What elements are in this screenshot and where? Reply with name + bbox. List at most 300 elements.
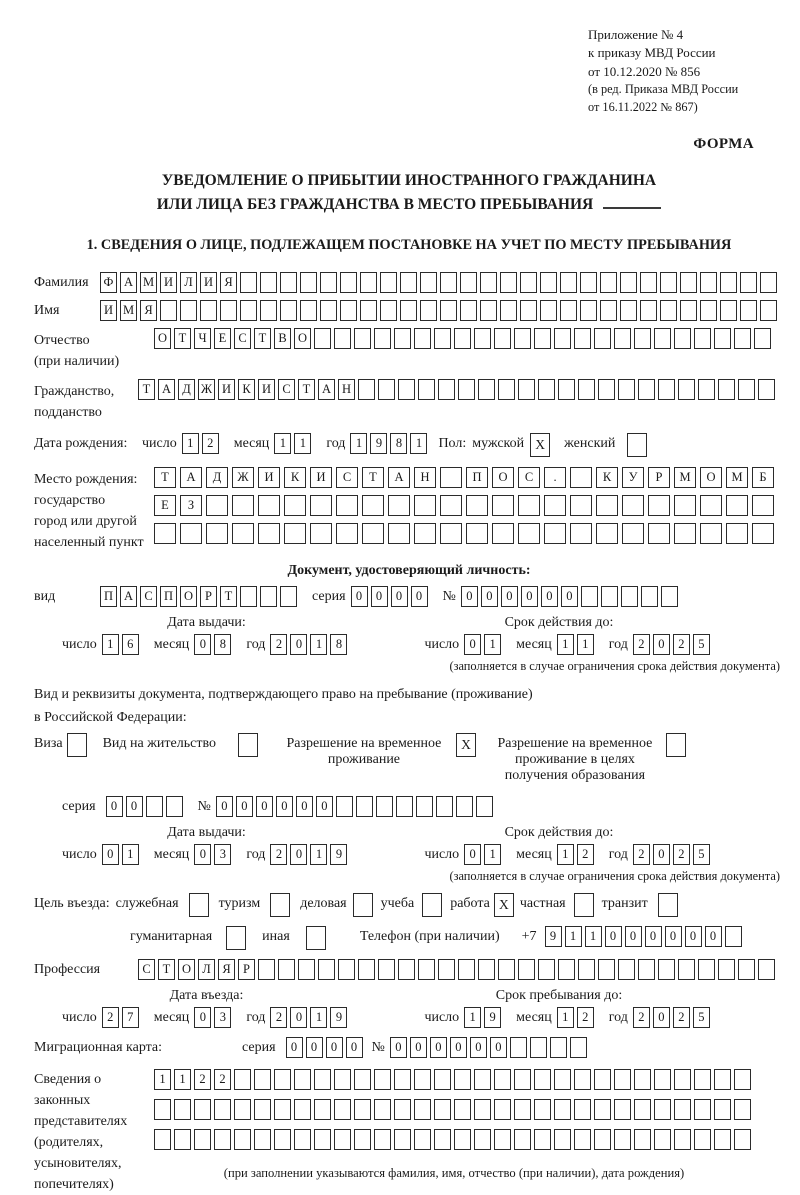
char-box[interactable]: [500, 272, 517, 293]
char-box[interactable]: [594, 1069, 611, 1090]
char-box[interactable]: [374, 1069, 391, 1090]
char-box[interactable]: П: [160, 586, 177, 607]
char-box[interactable]: [600, 272, 617, 293]
char-box[interactable]: [280, 272, 297, 293]
char-box[interactable]: 1: [484, 844, 501, 865]
char-box[interactable]: [700, 523, 722, 544]
char-box[interactable]: 0: [541, 586, 558, 607]
char-box[interactable]: [674, 328, 691, 349]
char-box[interactable]: 0: [653, 844, 670, 865]
char-box[interactable]: [284, 495, 306, 516]
char-box[interactable]: [234, 1069, 251, 1090]
char-box[interactable]: 2: [577, 1007, 594, 1028]
char-box[interactable]: 0: [410, 1037, 427, 1058]
char-box[interactable]: 0: [371, 586, 388, 607]
residence-permit-checkbox[interactable]: [238, 733, 258, 757]
char-box[interactable]: [734, 1069, 751, 1090]
char-box[interactable]: [380, 300, 397, 321]
char-box[interactable]: [460, 300, 477, 321]
char-box[interactable]: [414, 1129, 431, 1150]
char-box[interactable]: [654, 1129, 671, 1150]
char-box[interactable]: 1: [102, 634, 119, 655]
char-box[interactable]: [752, 523, 774, 544]
char-box[interactable]: [454, 1099, 471, 1120]
char-box[interactable]: 1: [294, 433, 311, 454]
char-box[interactable]: [258, 959, 275, 980]
char-box[interactable]: [294, 1099, 311, 1120]
gender-female-checkbox[interactable]: [627, 433, 647, 457]
char-box[interactable]: [534, 328, 551, 349]
char-box[interactable]: [414, 523, 436, 544]
char-box[interactable]: [581, 586, 598, 607]
char-box[interactable]: [700, 272, 717, 293]
char-box[interactable]: 0: [605, 926, 622, 947]
char-box[interactable]: [570, 495, 592, 516]
char-box[interactable]: П: [100, 586, 117, 607]
char-box[interactable]: [634, 1129, 651, 1150]
char-box[interactable]: [554, 1069, 571, 1090]
purpose-official-checkbox[interactable]: [189, 893, 209, 917]
char-box[interactable]: А: [120, 586, 137, 607]
char-box[interactable]: Ф: [100, 272, 117, 293]
char-box[interactable]: [254, 1099, 271, 1120]
char-box[interactable]: [734, 1129, 751, 1150]
char-box[interactable]: [614, 1129, 631, 1150]
char-box[interactable]: 0: [501, 586, 518, 607]
char-box[interactable]: [334, 1069, 351, 1090]
char-box[interactable]: [718, 379, 735, 400]
char-box[interactable]: 0: [490, 1037, 507, 1058]
char-box[interactable]: [378, 379, 395, 400]
char-box[interactable]: [518, 959, 535, 980]
char-box[interactable]: [434, 1069, 451, 1090]
char-box[interactable]: [338, 959, 355, 980]
char-box[interactable]: 0: [346, 1037, 363, 1058]
char-box[interactable]: 1: [310, 844, 327, 865]
char-box[interactable]: [354, 1129, 371, 1150]
char-box[interactable]: 8: [330, 634, 347, 655]
char-box[interactable]: 7: [122, 1007, 139, 1028]
char-box[interactable]: 9: [545, 926, 562, 947]
char-box[interactable]: 1: [410, 433, 427, 454]
char-box[interactable]: 0: [102, 844, 119, 865]
char-box[interactable]: 0: [326, 1037, 343, 1058]
char-box[interactable]: [354, 1069, 371, 1090]
char-box[interactable]: [232, 523, 254, 544]
char-box[interactable]: [594, 1129, 611, 1150]
purpose-tourism-checkbox[interactable]: [270, 893, 290, 917]
char-box[interactable]: А: [120, 272, 137, 293]
char-box[interactable]: 0: [481, 586, 498, 607]
char-box[interactable]: 0: [390, 1037, 407, 1058]
char-box[interactable]: [360, 300, 377, 321]
char-box[interactable]: 0: [521, 586, 538, 607]
char-box[interactable]: [356, 796, 373, 817]
char-box[interactable]: 2: [270, 1007, 287, 1028]
char-box[interactable]: [280, 586, 297, 607]
char-box[interactable]: 0: [665, 926, 682, 947]
char-box[interactable]: 0: [194, 844, 211, 865]
char-box[interactable]: [394, 1129, 411, 1150]
purpose-transit-checkbox[interactable]: [658, 893, 678, 917]
char-box[interactable]: [554, 328, 571, 349]
char-box[interactable]: К: [284, 467, 306, 488]
char-box[interactable]: [400, 300, 417, 321]
char-box[interactable]: 0: [461, 586, 478, 607]
char-box[interactable]: [458, 959, 475, 980]
char-box[interactable]: 0: [236, 796, 253, 817]
char-box[interactable]: [518, 523, 540, 544]
char-box[interactable]: [340, 272, 357, 293]
char-box[interactable]: [714, 1129, 731, 1150]
char-box[interactable]: 0: [411, 586, 428, 607]
char-box[interactable]: 0: [306, 1037, 323, 1058]
char-box[interactable]: 2: [577, 844, 594, 865]
char-box[interactable]: [314, 1069, 331, 1090]
char-box[interactable]: [394, 328, 411, 349]
char-box[interactable]: [174, 1129, 191, 1150]
char-box[interactable]: 9: [370, 433, 387, 454]
char-box[interactable]: [458, 379, 475, 400]
char-box[interactable]: [758, 379, 775, 400]
char-box[interactable]: [574, 328, 591, 349]
char-box[interactable]: [714, 328, 731, 349]
char-box[interactable]: [734, 1099, 751, 1120]
char-box[interactable]: [514, 1069, 531, 1090]
char-box[interactable]: [634, 1069, 651, 1090]
char-box[interactable]: [554, 1099, 571, 1120]
char-box[interactable]: [160, 300, 177, 321]
char-box[interactable]: [674, 1129, 691, 1150]
char-box[interactable]: [578, 959, 595, 980]
char-box[interactable]: [600, 300, 617, 321]
char-box[interactable]: [714, 1099, 731, 1120]
char-box[interactable]: Я: [218, 959, 235, 980]
char-box[interactable]: [336, 523, 358, 544]
char-box[interactable]: [414, 1069, 431, 1090]
char-box[interactable]: [494, 328, 511, 349]
gender-male-checkbox[interactable]: X: [530, 433, 550, 457]
char-box[interactable]: [414, 328, 431, 349]
char-box[interactable]: Ж: [232, 467, 254, 488]
char-box[interactable]: [498, 959, 515, 980]
char-box[interactable]: [258, 495, 280, 516]
char-box[interactable]: К: [238, 379, 255, 400]
char-box[interactable]: О: [294, 328, 311, 349]
char-box[interactable]: С: [336, 467, 358, 488]
char-box[interactable]: О: [700, 467, 722, 488]
char-box[interactable]: С: [278, 379, 295, 400]
char-box[interactable]: [620, 272, 637, 293]
char-box[interactable]: 0: [464, 844, 481, 865]
char-box[interactable]: [640, 300, 657, 321]
char-box[interactable]: 0: [106, 796, 123, 817]
char-box[interactable]: [334, 1129, 351, 1150]
char-box[interactable]: [634, 1099, 651, 1120]
char-box[interactable]: [500, 300, 517, 321]
char-box[interactable]: [578, 379, 595, 400]
char-box[interactable]: [314, 1129, 331, 1150]
char-box[interactable]: [654, 1069, 671, 1090]
char-box[interactable]: Е: [214, 328, 231, 349]
char-box[interactable]: [638, 379, 655, 400]
char-box[interactable]: 2: [194, 1069, 211, 1090]
char-box[interactable]: [518, 495, 540, 516]
char-box[interactable]: 2: [270, 844, 287, 865]
char-box[interactable]: [694, 1129, 711, 1150]
char-box[interactable]: 0: [561, 586, 578, 607]
purpose-private-checkbox[interactable]: [574, 893, 594, 917]
char-box[interactable]: 0: [685, 926, 702, 947]
char-box[interactable]: [674, 495, 696, 516]
char-box[interactable]: [641, 586, 658, 607]
char-box[interactable]: [674, 1069, 691, 1090]
char-box[interactable]: [601, 586, 618, 607]
char-box[interactable]: 2: [102, 1007, 119, 1028]
char-box[interactable]: [654, 1099, 671, 1120]
char-box[interactable]: А: [318, 379, 335, 400]
char-box[interactable]: [492, 495, 514, 516]
char-box[interactable]: [598, 379, 615, 400]
char-box[interactable]: [260, 272, 277, 293]
char-box[interactable]: [640, 272, 657, 293]
char-box[interactable]: И: [218, 379, 235, 400]
char-box[interactable]: [418, 379, 435, 400]
char-box[interactable]: О: [180, 586, 197, 607]
char-box[interactable]: [518, 379, 535, 400]
char-box[interactable]: [454, 328, 471, 349]
char-box[interactable]: [621, 586, 638, 607]
char-box[interactable]: [480, 272, 497, 293]
char-box[interactable]: [362, 495, 384, 516]
char-box[interactable]: 1: [274, 433, 291, 454]
char-box[interactable]: 1: [310, 634, 327, 655]
char-box[interactable]: [492, 523, 514, 544]
char-box[interactable]: [360, 272, 377, 293]
char-box[interactable]: [278, 959, 295, 980]
char-box[interactable]: [420, 272, 437, 293]
char-box[interactable]: 0: [216, 796, 233, 817]
char-box[interactable]: [544, 495, 566, 516]
char-box[interactable]: [720, 272, 737, 293]
char-box[interactable]: М: [120, 300, 137, 321]
char-box[interactable]: [394, 1069, 411, 1090]
char-box[interactable]: [661, 586, 678, 607]
char-box[interactable]: [474, 1069, 491, 1090]
char-box[interactable]: 2: [214, 1069, 231, 1090]
char-box[interactable]: [274, 1129, 291, 1150]
char-box[interactable]: 0: [256, 796, 273, 817]
char-box[interactable]: [734, 328, 751, 349]
char-box[interactable]: [574, 1129, 591, 1150]
char-box[interactable]: С: [518, 467, 540, 488]
char-box[interactable]: [378, 959, 395, 980]
char-box[interactable]: [534, 1129, 551, 1150]
char-box[interactable]: [398, 379, 415, 400]
char-box[interactable]: [550, 1037, 567, 1058]
char-box[interactable]: [240, 272, 257, 293]
char-box[interactable]: [434, 1129, 451, 1150]
char-box[interactable]: З: [180, 495, 202, 516]
char-box[interactable]: [454, 1129, 471, 1150]
purpose-work-checkbox[interactable]: X: [494, 893, 514, 917]
char-box[interactable]: А: [388, 467, 410, 488]
char-box[interactable]: [570, 467, 592, 488]
char-box[interactable]: 0: [450, 1037, 467, 1058]
char-box[interactable]: [698, 379, 715, 400]
char-box[interactable]: 2: [673, 1007, 690, 1028]
char-box[interactable]: [648, 523, 670, 544]
char-box[interactable]: И: [160, 272, 177, 293]
char-box[interactable]: Я: [140, 300, 157, 321]
char-box[interactable]: [622, 495, 644, 516]
char-box[interactable]: [358, 379, 375, 400]
char-box[interactable]: [440, 467, 462, 488]
char-box[interactable]: [206, 523, 228, 544]
char-box[interactable]: 2: [202, 433, 219, 454]
char-box[interactable]: 1: [350, 433, 367, 454]
char-box[interactable]: [594, 328, 611, 349]
char-box[interactable]: [638, 959, 655, 980]
char-box[interactable]: [694, 1069, 711, 1090]
char-box[interactable]: К: [596, 467, 618, 488]
char-box[interactable]: [354, 328, 371, 349]
char-box[interactable]: И: [100, 300, 117, 321]
char-box[interactable]: О: [154, 328, 171, 349]
char-box[interactable]: 0: [194, 1007, 211, 1028]
char-box[interactable]: 1: [182, 433, 199, 454]
char-box[interactable]: [752, 495, 774, 516]
char-box[interactable]: С: [140, 586, 157, 607]
char-box[interactable]: [440, 523, 462, 544]
char-box[interactable]: [754, 328, 771, 349]
char-box[interactable]: 0: [290, 634, 307, 655]
char-box[interactable]: [154, 1099, 171, 1120]
char-box[interactable]: [146, 796, 163, 817]
char-box[interactable]: Т: [220, 586, 237, 607]
char-box[interactable]: Т: [174, 328, 191, 349]
char-box[interactable]: [674, 1099, 691, 1120]
char-box[interactable]: 0: [316, 796, 333, 817]
char-box[interactable]: [362, 523, 384, 544]
char-box[interactable]: [694, 1099, 711, 1120]
char-box[interactable]: [596, 495, 618, 516]
char-box[interactable]: [694, 328, 711, 349]
char-box[interactable]: 2: [633, 844, 650, 865]
char-box[interactable]: 1: [565, 926, 582, 947]
purpose-business-checkbox[interactable]: [353, 893, 373, 917]
char-box[interactable]: [436, 796, 453, 817]
char-box[interactable]: [520, 272, 537, 293]
char-box[interactable]: [414, 495, 436, 516]
char-box[interactable]: 1: [557, 634, 574, 655]
char-box[interactable]: 2: [673, 634, 690, 655]
char-box[interactable]: В: [274, 328, 291, 349]
char-box[interactable]: 3: [214, 1007, 231, 1028]
char-box[interactable]: [494, 1069, 511, 1090]
visa-checkbox[interactable]: [67, 733, 87, 757]
char-box[interactable]: [320, 272, 337, 293]
char-box[interactable]: [596, 523, 618, 544]
char-box[interactable]: [618, 379, 635, 400]
char-box[interactable]: [658, 959, 675, 980]
char-box[interactable]: [660, 272, 677, 293]
char-box[interactable]: Т: [254, 328, 271, 349]
char-box[interactable]: [374, 328, 391, 349]
char-box[interactable]: С: [138, 959, 155, 980]
purpose-humanitarian-checkbox[interactable]: [226, 926, 246, 950]
char-box[interactable]: 1: [122, 844, 139, 865]
char-box[interactable]: 8: [214, 634, 231, 655]
char-box[interactable]: А: [180, 467, 202, 488]
char-box[interactable]: [440, 495, 462, 516]
char-box[interactable]: [388, 495, 410, 516]
char-box[interactable]: [614, 1069, 631, 1090]
char-box[interactable]: Е: [154, 495, 176, 516]
char-box[interactable]: 0: [351, 586, 368, 607]
char-box[interactable]: [498, 379, 515, 400]
char-box[interactable]: [614, 1099, 631, 1120]
char-box[interactable]: 1: [484, 634, 501, 655]
char-box[interactable]: [540, 272, 557, 293]
char-box[interactable]: [336, 796, 353, 817]
char-box[interactable]: 3: [214, 844, 231, 865]
char-box[interactable]: [440, 300, 457, 321]
char-box[interactable]: [476, 796, 493, 817]
char-box[interactable]: [154, 523, 176, 544]
char-box[interactable]: [634, 328, 651, 349]
char-box[interactable]: 5: [693, 634, 710, 655]
char-box[interactable]: 1: [464, 1007, 481, 1028]
char-box[interactable]: [380, 272, 397, 293]
char-box[interactable]: [570, 1037, 587, 1058]
char-box[interactable]: [678, 379, 695, 400]
char-box[interactable]: 0: [430, 1037, 447, 1058]
char-box[interactable]: 0: [470, 1037, 487, 1058]
char-box[interactable]: [760, 300, 777, 321]
char-box[interactable]: Р: [238, 959, 255, 980]
char-box[interactable]: [622, 523, 644, 544]
char-box[interactable]: [700, 495, 722, 516]
char-box[interactable]: 1: [557, 844, 574, 865]
char-box[interactable]: Р: [200, 586, 217, 607]
char-box[interactable]: [200, 300, 217, 321]
char-box[interactable]: [560, 300, 577, 321]
purpose-study-checkbox[interactable]: [422, 893, 442, 917]
char-box[interactable]: [180, 300, 197, 321]
char-box[interactable]: [374, 1129, 391, 1150]
char-box[interactable]: [334, 1099, 351, 1120]
char-box[interactable]: [300, 272, 317, 293]
char-box[interactable]: М: [140, 272, 157, 293]
char-box[interactable]: [718, 959, 735, 980]
char-box[interactable]: [398, 959, 415, 980]
char-box[interactable]: [760, 272, 777, 293]
char-box[interactable]: [438, 379, 455, 400]
char-box[interactable]: [574, 1099, 591, 1120]
char-box[interactable]: [294, 1069, 311, 1090]
char-box[interactable]: [618, 959, 635, 980]
char-box[interactable]: [240, 586, 257, 607]
char-box[interactable]: 0: [126, 796, 143, 817]
char-box[interactable]: Т: [158, 959, 175, 980]
char-box[interactable]: [594, 1099, 611, 1120]
char-box[interactable]: [474, 1129, 491, 1150]
char-box[interactable]: [294, 1129, 311, 1150]
char-box[interactable]: [580, 300, 597, 321]
char-box[interactable]: 2: [673, 844, 690, 865]
char-box[interactable]: 0: [645, 926, 662, 947]
